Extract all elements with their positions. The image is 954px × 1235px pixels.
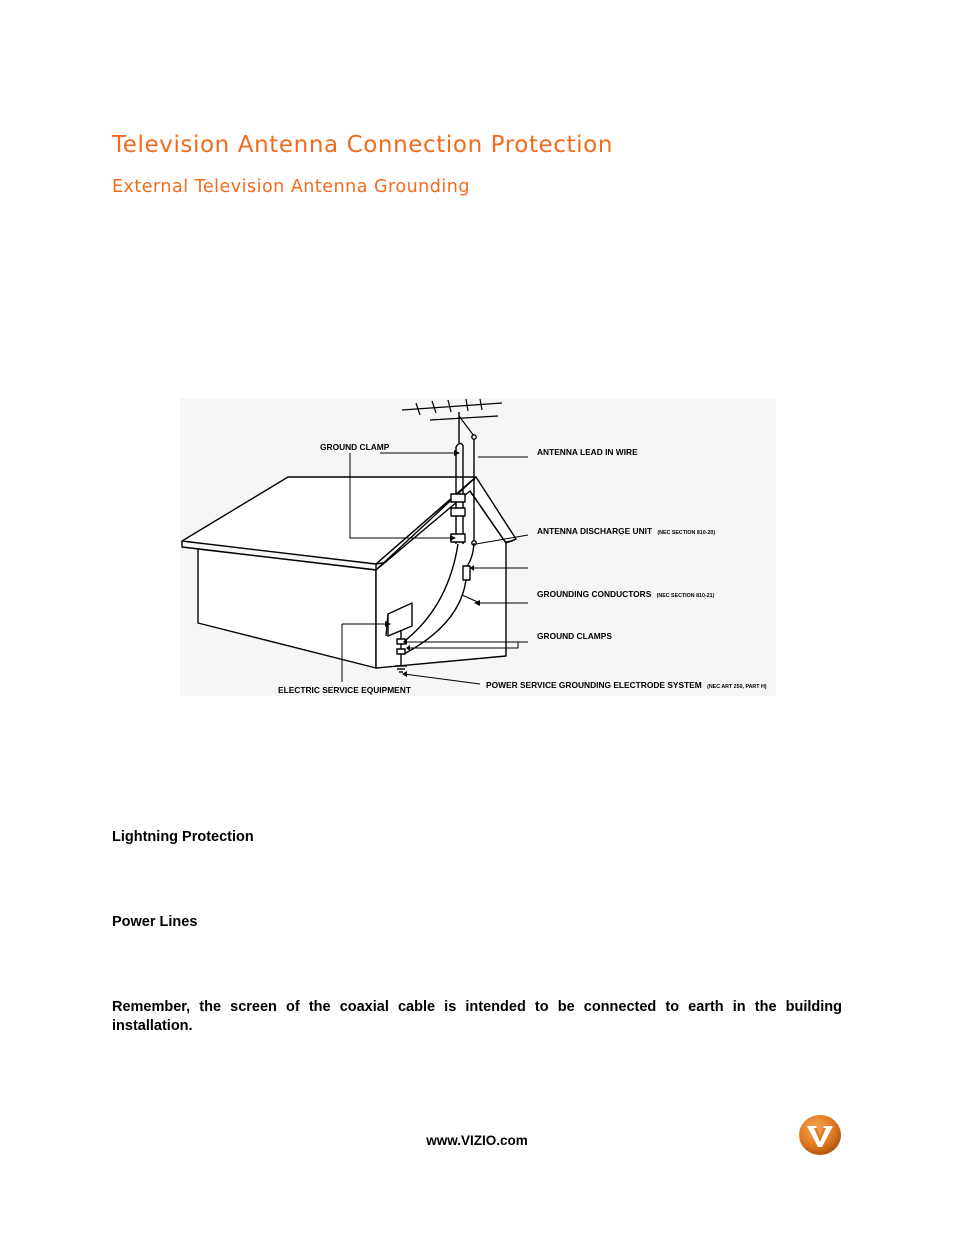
footer-url: www.VIZIO.com bbox=[426, 1133, 528, 1148]
vizio-v-logo-icon bbox=[798, 1114, 842, 1156]
antenna-grounding-diagram bbox=[180, 398, 776, 696]
page-title: Television Antenna Connection Protection bbox=[112, 132, 614, 158]
label-antenna-lead: ANTENNA LEAD IN WIRE bbox=[537, 447, 638, 457]
section-power-lines: Power Lines bbox=[112, 914, 198, 930]
antenna-discharge-unit bbox=[463, 566, 470, 580]
label-electric-service: ELECTRIC SERVICE EQUIPMENT bbox=[278, 685, 411, 695]
label-electrode-system: POWER SERVICE GROUNDING ELECTRODE SYSTEM (NEC ART 250, PART H) bbox=[486, 680, 767, 690]
section-lightning-protection: Lightning Protection bbox=[112, 829, 254, 845]
label-ground-clamps: GROUND CLAMPS bbox=[537, 631, 612, 641]
label-discharge-unit: ANTENNA DISCHARGE UNIT (NEC SECTION 810-20) bbox=[537, 526, 716, 536]
page-subtitle: External Television Antenna Grounding bbox=[112, 177, 470, 197]
label-grounding-conductors: GROUNDING CONDUCTORS (NEC SECTION 810-21) bbox=[537, 589, 715, 599]
label-ground-clamp: GROUND CLAMP bbox=[320, 442, 390, 452]
reminder-paragraph: Remember, the screen of the coaxial cable is intended to be connected to earth in the building installation. bbox=[112, 999, 842, 1034]
